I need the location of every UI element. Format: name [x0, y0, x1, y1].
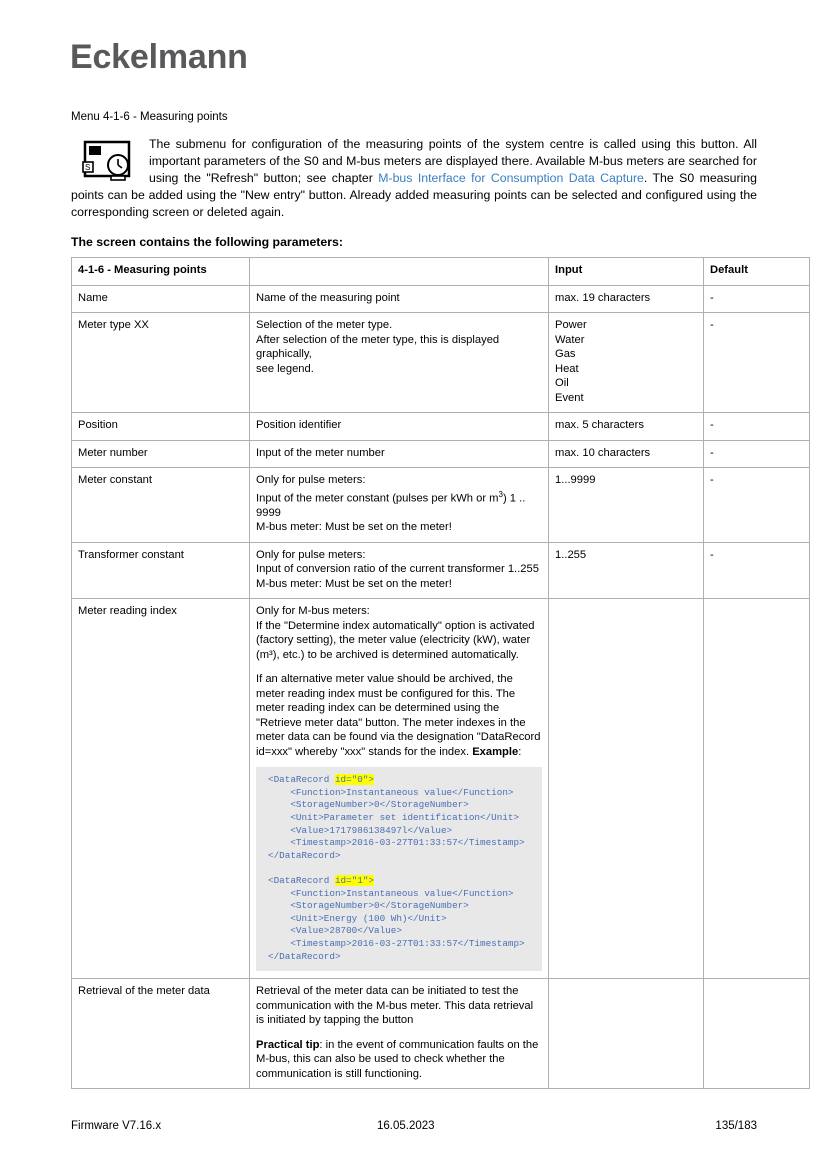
- row-description: [250, 313, 549, 413]
- desc-line: Input of conversion ratio of the current transformer 1..255: [256, 563, 539, 576]
- measuring-points-icon: [71, 138, 143, 182]
- table-row: [72, 542, 810, 599]
- intro-paragraph: [71, 136, 757, 221]
- row-default: -: [704, 285, 810, 313]
- desc-paragraph: [256, 1038, 542, 1082]
- desc-line: M-bus meter: Must be set on the meter!: [256, 577, 452, 590]
- desc-text: : in the event of communication faults on the M-bus, this can also be used to check whether the communication is still functioning.: [256, 1038, 539, 1080]
- desc-line: Input of the meter number: [256, 446, 385, 459]
- code-highlight: id="0">: [334, 774, 375, 786]
- code-line: <Unit>Parameter set identification</Unit>: [268, 812, 520, 824]
- code-line: <Value>1717986138497l</Value>: [268, 824, 453, 836]
- row-description: [250, 468, 549, 543]
- code-line: <DataRecord: [268, 874, 335, 886]
- code-line: <Value>28700</Value>: [268, 925, 402, 937]
- row-input: 1..255: [549, 542, 704, 599]
- row-label: Name: [72, 285, 250, 313]
- table-row: [72, 313, 810, 413]
- table-header-input: Input: [549, 258, 704, 286]
- row-label: Meter constant: [72, 468, 250, 543]
- desc-paragraph: Retrieval of the meter data can be initiated to test the communication with the M-bus meter. This data retrieval is initiated by tapping the button: [256, 985, 534, 1027]
- row-label: Meter type XX: [72, 313, 250, 413]
- input-option: Power: [555, 319, 587, 331]
- company-logo: Eckelmann: [70, 38, 248, 76]
- code-line: <DataRecord: [268, 774, 335, 786]
- document-content: [71, 136, 757, 1089]
- desc-line: M-bus meter: Must be set on the meter!: [256, 521, 452, 534]
- input-option: Water: [555, 333, 585, 346]
- table-header-menu: 4-1-6 - Measuring points: [72, 258, 250, 286]
- table-row: [72, 413, 810, 441]
- footer-date: 16.05.2023: [377, 1120, 435, 1132]
- code-line: <Unit>Energy (100 Wh)</Unit>: [268, 912, 447, 924]
- row-description: [250, 979, 549, 1089]
- row-default: -: [704, 313, 810, 413]
- input-option: Event: [555, 391, 584, 404]
- parameters-table: [71, 257, 810, 1089]
- row-label: Retrieval of the meter data: [72, 979, 250, 1089]
- practical-tip-label: Practical tip: [256, 1038, 320, 1051]
- row-input: max. 10 characters: [549, 440, 704, 468]
- code-line: <Timestamp>2016-03-27T01:33:57</Timestamp>: [268, 937, 525, 949]
- table-header-description: [250, 258, 549, 286]
- code-line: </DataRecord>: [268, 849, 341, 861]
- desc-line: Selection of the meter type.: [256, 319, 393, 331]
- table-row: [72, 440, 810, 468]
- footer-firmware: Firmware V7.16.x: [71, 1120, 162, 1132]
- code-line: <StorageNumber>0</StorageNumber>: [268, 900, 469, 912]
- input-option: Gas: [555, 348, 576, 360]
- row-default: -: [704, 440, 810, 468]
- code-highlight: id="1">: [334, 874, 375, 886]
- code-line: <Function>Instantaneous value</Function>: [268, 887, 514, 899]
- desc-line: Only for pulse meters:: [256, 474, 366, 486]
- input-option: Heat: [555, 362, 579, 375]
- row-label: Transformer constant: [72, 542, 250, 599]
- desc-line: Name of the measuring point: [256, 291, 400, 304]
- row-input: [549, 979, 704, 1089]
- code-line: <Function>Instantaneous value</Function>: [268, 786, 514, 798]
- desc-text-end: :: [518, 745, 522, 758]
- intro-text-part1: The submenu for configuration of the measuring points of the system centre is called using this button. All important parameters of the S0 and M-bus meters are displayed there. Available M-bus meters are searched for using the "Refresh" button; see chapter: [149, 137, 757, 185]
- row-default: -: [704, 468, 810, 543]
- row-label: Meter number: [72, 440, 250, 468]
- row-input: [549, 599, 704, 979]
- row-description: [250, 440, 549, 468]
- row-default: [704, 979, 810, 1089]
- code-line: <Timestamp>2016-03-27T01:33:57</Timestamp>: [268, 837, 525, 849]
- parameters-heading: The screen contains the following parameters:: [71, 235, 343, 249]
- row-label: Position: [72, 413, 250, 441]
- desc-paragraph: [256, 672, 542, 759]
- mbus-interface-link[interactable]: M-bus Interface for Consumption Data Capture: [378, 171, 644, 185]
- row-description: [250, 599, 549, 979]
- row-input: max. 5 characters: [549, 413, 704, 441]
- row-description: [250, 285, 549, 313]
- code-block: [256, 767, 542, 971]
- code-line: <StorageNumber>0</StorageNumber>: [268, 799, 469, 811]
- desc-line: Only for pulse meters:: [256, 548, 366, 561]
- desc-line: graphically,: [256, 348, 312, 360]
- svg-text:S: S: [85, 163, 91, 172]
- intro-text-part2: . The S0 measuring points can be added using the "New entry" button. Already added measuring points can be selected and configured using the corresponding screen or deleted again.: [71, 171, 757, 219]
- desc-line: Only for M-bus meters:: [256, 605, 370, 618]
- row-input: [549, 313, 704, 413]
- table-header-default: Default: [704, 258, 810, 286]
- table-row: [72, 468, 810, 543]
- row-default: -: [704, 413, 810, 441]
- table-row: [72, 599, 810, 979]
- input-option: Oil: [555, 377, 569, 389]
- row-input: 1...9999: [549, 468, 704, 543]
- desc-text: If an alternative meter value should be archived, the meter reading index must be configured for this. The meter reading index can be determined using the "Retrieve meter data" button. The meter indexes in the meter data can be found via the designation "DataRecord id=xxx" whereby "xxx" stands for the index.: [256, 673, 541, 758]
- row-description: [250, 413, 549, 441]
- footer-page-number: 135/183: [715, 1120, 757, 1132]
- example-label: Example: [472, 745, 519, 758]
- desc-line: Input of the meter constant (pulses per kWh or $m^3$) 1 .. 9999: [256, 489, 526, 519]
- breadcrumb: Menu 4-1-6 - Measuring points: [71, 111, 228, 123]
- table-header-row: [72, 258, 810, 286]
- desc-line: see legend.: [256, 362, 314, 375]
- row-default: -: [704, 542, 810, 599]
- desc-paragraph: If the "Determine index automatically" option is activated (factory setting), the meter value (electricity (kW), water (m³), etc.) to be archived is determined automatically.: [256, 619, 535, 661]
- code-line: </DataRecord>: [268, 950, 341, 962]
- desc-line: After selection of the meter type, this is displayed: [256, 333, 500, 346]
- row-default: [704, 599, 810, 979]
- table-row: [72, 979, 810, 1089]
- row-input: max. 19 characters: [549, 285, 704, 313]
- table-row: [72, 285, 810, 313]
- row-label: Meter reading index: [72, 599, 250, 979]
- row-description: [250, 542, 549, 599]
- desc-line: Position identifier: [256, 419, 342, 431]
